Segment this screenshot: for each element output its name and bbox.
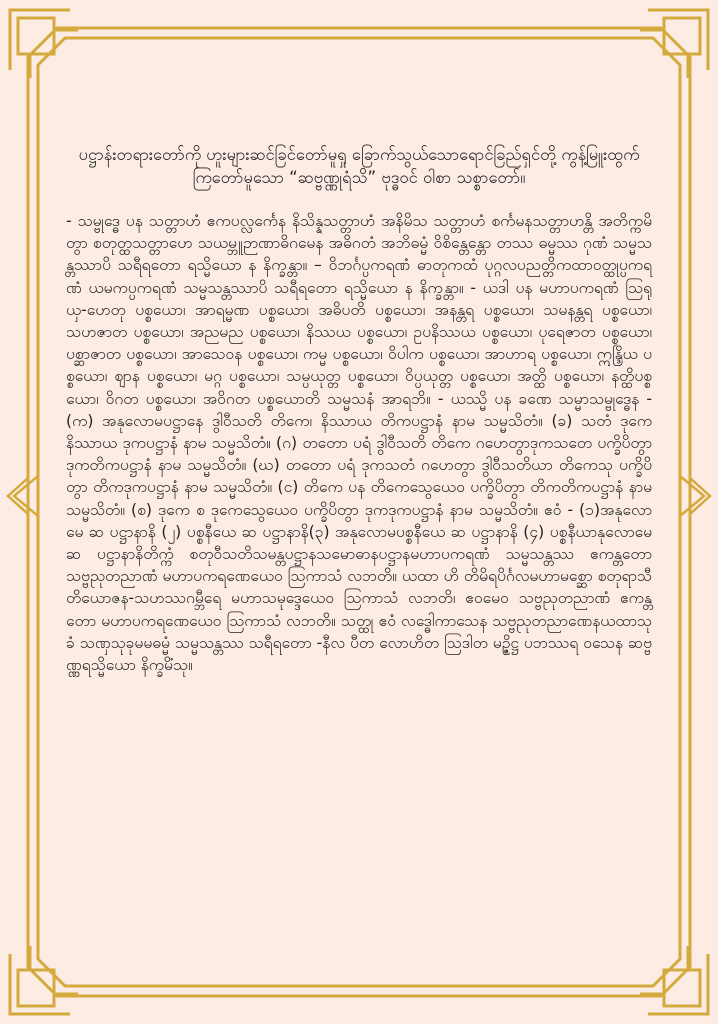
document-body-text: - သမ္ဗုဒ္ဓေ ပန သတ္တာဟံ ဧကပလ္လင်္ကေန နိသိန္နသတ္တာဟံ အနိမိသ သတ္တာဟံ စင်္ကမနသတ္တာဟန္တိ အတိက္ကမိတွာ စတုတ္ထသတ္တာဟေ သယမ္ဘူဉာဏာဓိဂမေန အဓိဂတံ အဘိဓမ္မံ ဝိစိန္တေန္တော တဿ ဓမ္မဿ ဂုဏံ သမ္မသန္တဿာပိ သရီရတော ရသ္မိယော န နိက္ခန္တာ။ – ဝိဘင်္ဂပ္ပကရဏံ ဓာတုကထံ ပုဂ္ဂလပညတ္တိကထာဝတ္ထုပ္ပကရဏံ ယမကပ္ပကရဏံ သမ္မသန္တဿာပိ သရီရတော ရသ္မိယော န နိက္ခန္တာ။ - ယဒါ ပန မဟာပကရဏံ ဩရုယှ-ဟေတု ပစ္စယော၊ အာရမ္မဏ ပစ္စယော၊ အဓိပတိ ပစ္စယော၊ အနန္တရ ပစ္စယော၊ သမနန္တရ ပစ္စယော၊ သဟဇာတ ပစ္စယော၊ အညမည ပစ္စယော၊ နိဿယ ပစ္စယော၊ ဥပနိဿယ ပစ္စယော၊ ပုရေဇာတ ပစ္စယော၊ ပစ္ဆာဇာတ ပစ္စယော၊ အာသေဝန ပစ္စယော၊ ကမ္မ ပစ္စယော၊ ဝိပါက ပစ္စယော၊ အာဟာရ ပစ္စယော၊ ဣန္ဒြိယ ပစ္စယော၊ ဈာန ပစ္စယော၊ မဂ္ဂ ပစ္စယော၊ သမ္ပယုတ္တ ပစ္စယော၊ ဝိပ္ပယုတ္တ ပစ္စယော၊ အတ္ထိ ပစ္စယော၊ နတ္ထိပစ္စယော၊ ဝိဂတ ပစ္စယော၊ အဝိဂတ ပစ္စယောတိ သမ္မသနံ အာရဘိ။ - ယဿ္မိ ပန ခဏေ သမ္မာသမ္ဗုဒ္ဓေန - (က) အနုလောမပဋ္ဌာနေ ဒွါဝီသတိ တိကေ၊ နိဿာယ တိကပဋ္ဌာနံ နာမ သမ္မသိတံ။ (ခ) သတံ ဒုကေ နိဿာယ ဒုကပဋ္ဌာနံ နာမ သမ္မသိတံ။ (ဂ) တတော ပရံ ဒွါဝီသတိ တိကေ ဂဟေတွာဒုကသတေ ပက္ခိပိတွာ ဒုကတိကပဋ္ဌာနံ နာမ သမ္မသိတံ။ (ဃ) တတော ပရံ ဒုကသတံ ဂဟေတွာ ဒွါဝီသတိယာ တိကေသု ပက္ခိပိတွာ တိကဒုကပဋ္ဌာနံ နာမ သမ္မသိတံ။ (င) တိကေ ပန တိကေသွေယေဝ ပက္ခိပိတွာ တိကတိကပဋ္ဌာနံ နာမ သမ္မသိတံ။ (စ) ဒုကေ စ ဒုကေသွေယေဝ ပက္ခိပိတွာ ဒုကဒုကပဋ္ဌာနံ နာမ သမ္မသိတံ။ ဧဝံ - (၁)အနုလောမေ ဆ ပဋ္ဌာနာနိ (၂) ပစ္စနီယေ ဆ ပဋ္ဌာနာနိ(၃) အနုလောမပစ္စနီယေ ဆ ပဋ္ဌာနာနိ (၄) ပစ္စနီယာနုလောမေ ဆ ပဋ္ဌာနာနိတိက္ကံ စတုဝီသတိသမန္တပဋ္ဌာနသမောဓာနပဋ္ဌာနမဟာပကရဏံ သမ္မသန္တဿ ဧကန္တတော သဗ္ဗညုတညာဏံ မဟာပကရဏေယေဝ ဩကာသံ လဘတိ။ ယထာ ဟိ တိမိရပိင်္ဂလမဟာမစ္ဆော စတုရာသီတိယောဇန-သဟဿဂမ္ဘီရေ မဟာသမုဒ္ဒေယေဝ ဩကာသံ လဘတိ၊ ဧဝမေဝ သဗ္ဗညုတညာဏံ ဧကန္တတော မဟာပကရဏေယေဝ ဩကာသံ လဘတိ။ သတ္ထု ဧဝံ လဒ္ဓေါကာသေန သဗ္ဗညုတညာဏေနယထာသုခံ သဏှသုခုမမဓမ္မံ သမ္မသန္တဿ သရီရတော -နီလ ပီတ လောဟိတ ဩဒါတ မဉ္ဇိဋ္ဌ ပဘဿရ ဝသေန ဆဗ္ဗဏ္ဏရသ္မိယော နိက္ခမိံသု။: [66, 212, 652, 675]
document-title: ပဋ္ဌာန်းတရားတော်ကို ဟူးများဆင်ခြင်တော်မူရှု ခြောက်သွယ်သောရောင်ခြည်ရှင်တို့ ကွန့်မြူးထွက်ကြတော်မူသော “ဆဗ္ဗဏ္ဏုရံသိ” ဗုဒ္ဓဝင် ဝါစာ သစ္စာတော်။: [78, 145, 640, 187]
